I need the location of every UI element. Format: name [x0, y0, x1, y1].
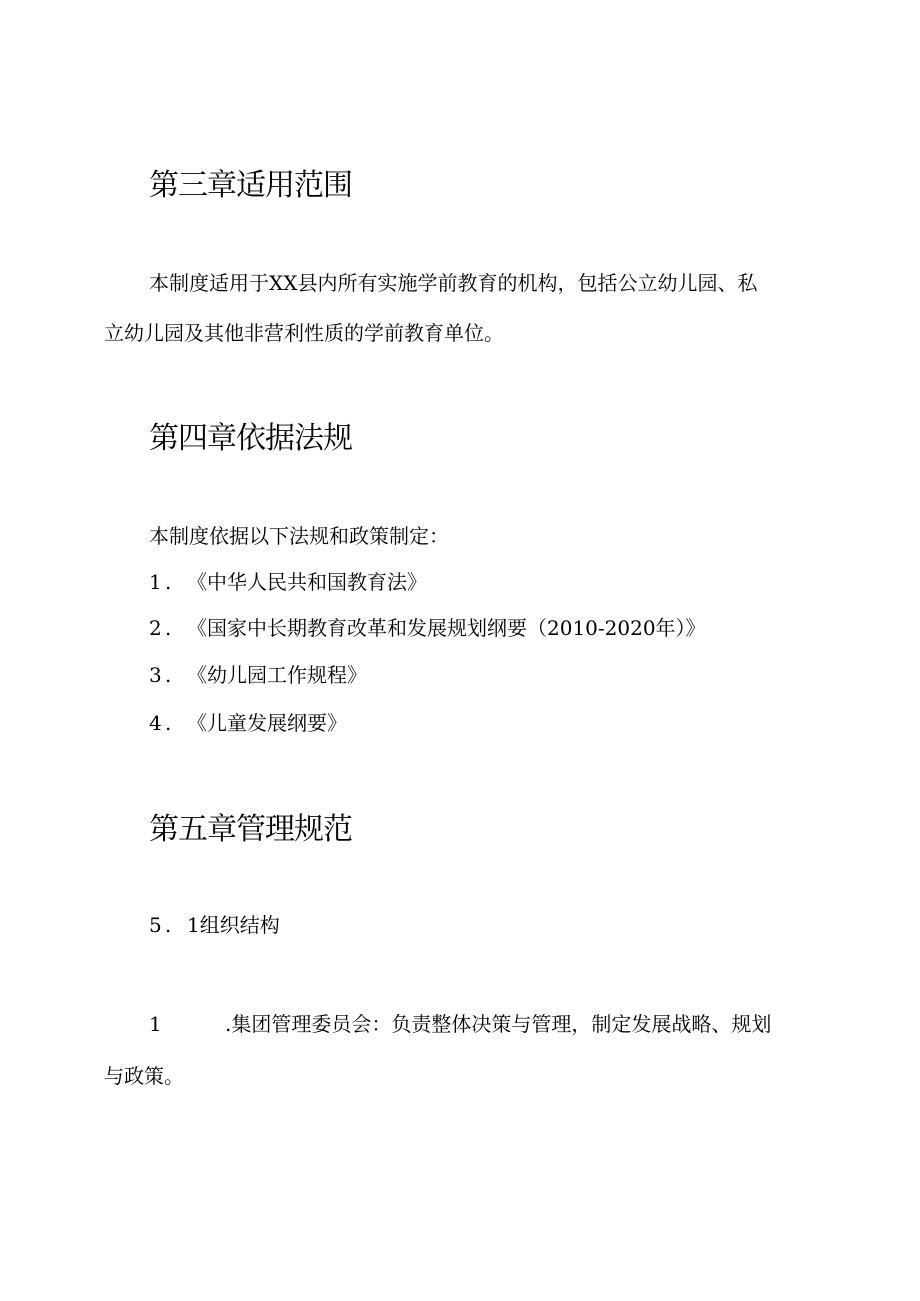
- list-item-number: 1: [149, 570, 162, 594]
- section-heading: 5 . 1组织结构: [149, 913, 280, 937]
- law-list-item: 2 . 《国家中长期教育改革和发展规划纲要（2010-2020年）》: [149, 616, 706, 640]
- org-item: [149, 1011, 771, 1037]
- list-item-number: 3: [149, 663, 162, 687]
- org-item-number: 1: [149, 1012, 162, 1036]
- list-item-text: 《国家中长期教育改革和发展规划纲要（2010-2020年）》: [187, 616, 706, 640]
- section-number: 5: [149, 913, 162, 937]
- law-list-item: 3 . 《幼儿园工作规程》: [149, 663, 367, 687]
- chapter-4-heading: 第四章依据法规: [149, 421, 352, 456]
- org-item-text-line-2: 与政策。: [104, 1064, 184, 1088]
- list-item-number: 2: [149, 616, 162, 640]
- chapter-3-heading: 第三章适用范围: [149, 168, 352, 203]
- law-list-item: 1 . 《中华人民共和国教育法》: [149, 570, 427, 594]
- org-item-text-line-1: .集团管理委员会：负责整体决策与管理，制定发展战略、规划: [225, 1012, 772, 1036]
- chapter-3-paragraph-line-2: 立幼儿园及其他非营利性质的学前教育单位。: [104, 321, 504, 345]
- list-item-text: 《中华人民共和国教育法》: [187, 570, 427, 594]
- list-item-text: 《幼儿园工作规程》: [187, 663, 367, 687]
- chapter-3-paragraph-line-1: 本制度适用于XX县内所有实施学前教育的机构，包括公立幼儿园、私: [149, 271, 758, 295]
- law-list-item: 4 . 《儿童发展纲要》: [149, 711, 347, 735]
- section-title: 1组织结构: [187, 913, 280, 937]
- list-item-number: 4: [149, 711, 162, 735]
- list-item-text: 《儿童发展纲要》: [187, 711, 347, 735]
- chapter-5-heading: 第五章管理规范: [149, 812, 352, 847]
- chapter-4-intro: 本制度依据以下法规和政策制定：: [149, 524, 449, 548]
